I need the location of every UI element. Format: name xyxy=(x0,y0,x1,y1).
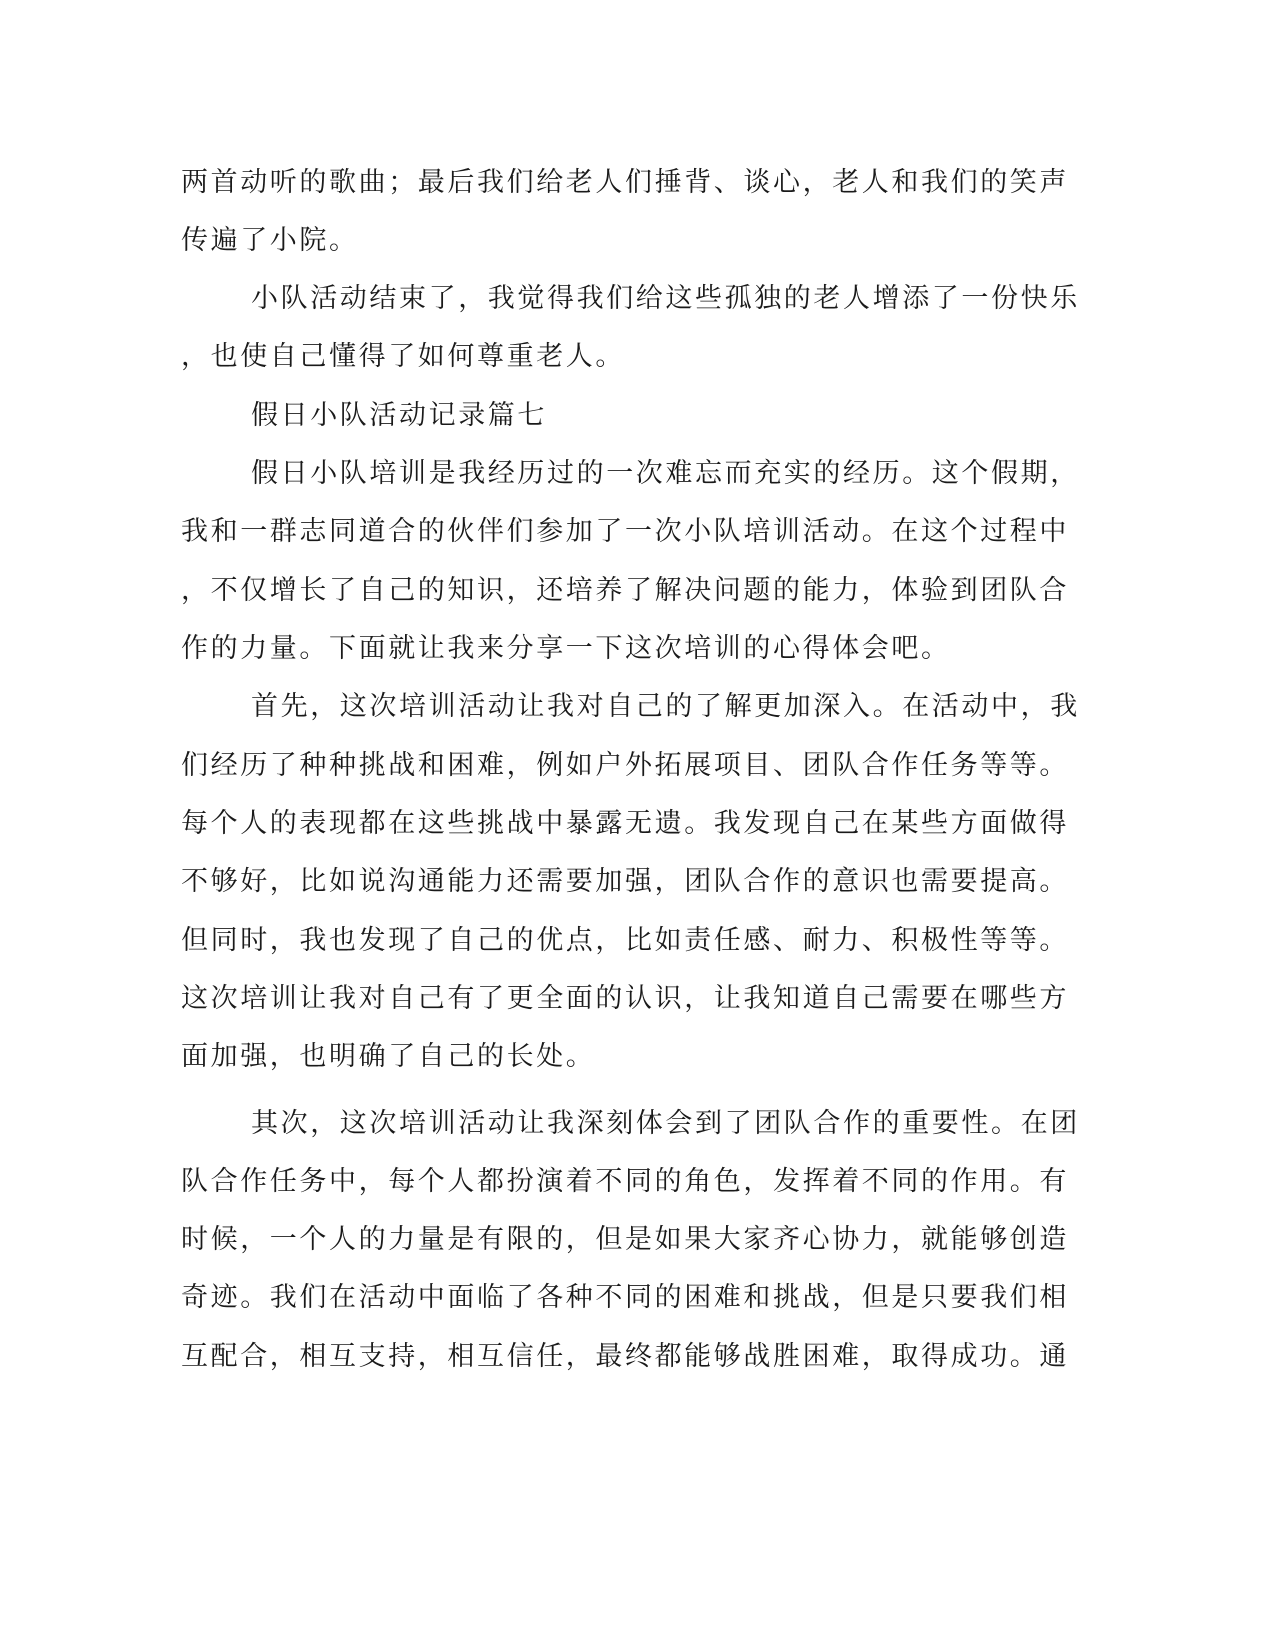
paragraph-start-line: 小队活动结束了，我觉得我们给这些孤独的老人增添了一份快乐 xyxy=(251,283,1080,314)
text-line: 时候，一个人的力量是有限的，但是如果大家齐心协力，就能够创造 xyxy=(181,1224,1069,1255)
text-line: 作的力量。下面就让我来分享一下这次培训的心得体会吧。 xyxy=(181,633,951,664)
text-line: 奇迹。我们在活动中面临了各种不同的困难和挑战，但是只要我们相 xyxy=(181,1282,1069,1313)
section-heading: 假日小队活动记录篇七 xyxy=(251,400,547,431)
text-line: 两首动听的歌曲；最后我们给老人们捶背、谈心，老人和我们的笑声 xyxy=(181,167,1069,198)
text-line: 这次培训让我对自己有了更全面的认识，让我知道自己需要在哪些方 xyxy=(181,983,1069,1014)
paragraph-start-line: 假日小队培训是我经历过的一次难忘而充实的经历。这个假期， xyxy=(251,458,1080,489)
text-line: 我和一群志同道合的伙伴们参加了一次小队培训活动。在这个过程中 xyxy=(181,516,1069,547)
text-line: 队合作任务中，每个人都扮演着不同的角色，发挥着不同的作用。有 xyxy=(181,1166,1069,1197)
text-line: 不够好，比如说沟通能力还需要加强，团队合作的意识也需要提高。 xyxy=(181,866,1069,897)
text-line: ，也使自己懂得了如何尊重老人。 xyxy=(181,341,625,372)
text-line: 传遍了小院。 xyxy=(181,225,359,256)
text-line: 互配合，相互支持，相互信任，最终都能够战胜困难，取得成功。通 xyxy=(181,1341,1069,1372)
text-line: 面加强，也明确了自己的长处。 xyxy=(181,1041,596,1072)
paragraph-start-line: 首先，这次培训活动让我对自己的了解更加深入。在活动中，我 xyxy=(251,691,1080,722)
text-line: ，不仅增长了自己的知识，还培养了解决问题的能力，体验到团队合 xyxy=(181,575,1069,606)
text-line: 们经历了种种挑战和困难，例如户外拓展项目、团队合作任务等等。 xyxy=(181,750,1069,781)
text-line: 每个人的表现都在这些挑战中暴露无遗。我发现自己在某些方面做得 xyxy=(181,808,1069,839)
text-line: 但同时，我也发现了自己的优点，比如责任感、耐力、积极性等等。 xyxy=(181,925,1069,956)
paragraph-start-line: 其次，这次培训活动让我深刻体会到了团队合作的重要性。在团 xyxy=(251,1108,1080,1139)
